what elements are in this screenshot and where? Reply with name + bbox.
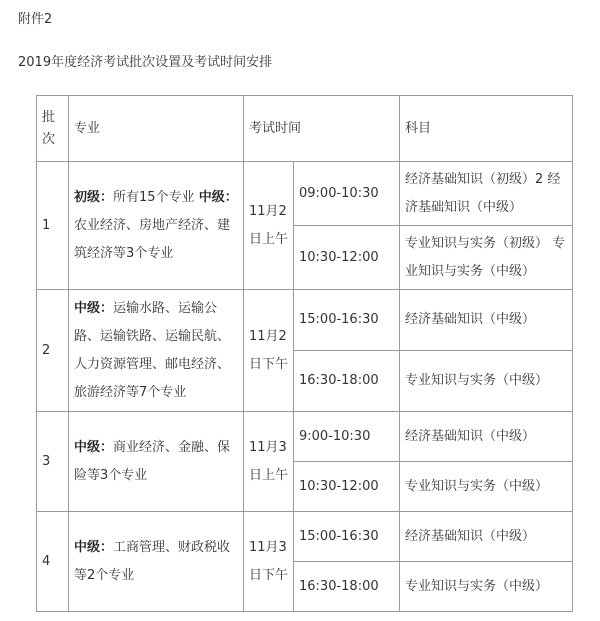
- subject-cell: 经济基础知识（中级）: [400, 290, 573, 351]
- exam-time-slot: 16:30-18:00: [294, 351, 400, 412]
- exam-date: 11月3日下午: [244, 512, 294, 612]
- subject-cell: 专业知识与实务（中级）: [400, 351, 573, 412]
- major-cell: 中级：工商管理、财政税收等2个专业: [69, 512, 244, 612]
- attachment-label: 附件2: [18, 12, 53, 27]
- major-cell: 初级：所有15个专业 中级：农业经济、房地产经济、建筑经济等3个专业: [69, 162, 244, 290]
- header-major: 专业: [69, 96, 244, 162]
- subject-cell: 专业知识与实务（中级）: [400, 562, 573, 612]
- exam-time-slot: 15:00-16:30: [294, 512, 400, 562]
- header-exam-time: 考试时间: [244, 96, 400, 162]
- exam-time-slot: 09:00-10:30: [294, 162, 400, 226]
- table-row: [37, 412, 573, 462]
- exam-time-slot: 15:00-16:30: [294, 290, 400, 351]
- subject-cell: 经济基础知识（初级）2 经济基础知识（中级）: [400, 162, 573, 226]
- exam-date: 11月2日下午: [244, 290, 294, 412]
- header-batch: 批 次: [37, 96, 69, 162]
- batch-number: 1: [37, 162, 69, 290]
- subject-cell: 专业知识与实务（初级） 专业知识与实务（中级）: [400, 226, 573, 290]
- major-cell: 中级：商业经济、金融、保险等3个专业: [69, 412, 244, 512]
- header-subject: 科目: [400, 96, 573, 162]
- document-title: 2019年度经济考试批次设置及考试时间安排: [18, 55, 273, 70]
- exam-date: 11月2日上午: [244, 162, 294, 290]
- exam-time-slot: 9:00-10:30: [294, 412, 400, 462]
- batch-number: 2: [37, 290, 69, 412]
- batch-number: 3: [37, 412, 69, 512]
- exam-schedule-table: [36, 95, 573, 612]
- subject-cell: 经济基础知识（中级）: [400, 412, 573, 462]
- exam-time-slot: 10:30-12:00: [294, 462, 400, 512]
- exam-time-slot: 16:30-18:00: [294, 562, 400, 612]
- subject-cell: 专业知识与实务（中级）: [400, 462, 573, 512]
- table-header-row: [37, 96, 573, 162]
- table-row: [37, 162, 573, 226]
- batch-number: 4: [37, 512, 69, 612]
- table-row: [37, 290, 573, 351]
- exam-date: 11月3日上午: [244, 412, 294, 512]
- subject-cell: 经济基础知识（中级）: [400, 512, 573, 562]
- major-cell: 中级：运输水路、运输公路、运输铁路、运输民航、人力资源管理、邮电经济、旅游经济等7个专业: [69, 290, 244, 412]
- table-row: [37, 512, 573, 562]
- exam-time-slot: 10:30-12:00: [294, 226, 400, 290]
